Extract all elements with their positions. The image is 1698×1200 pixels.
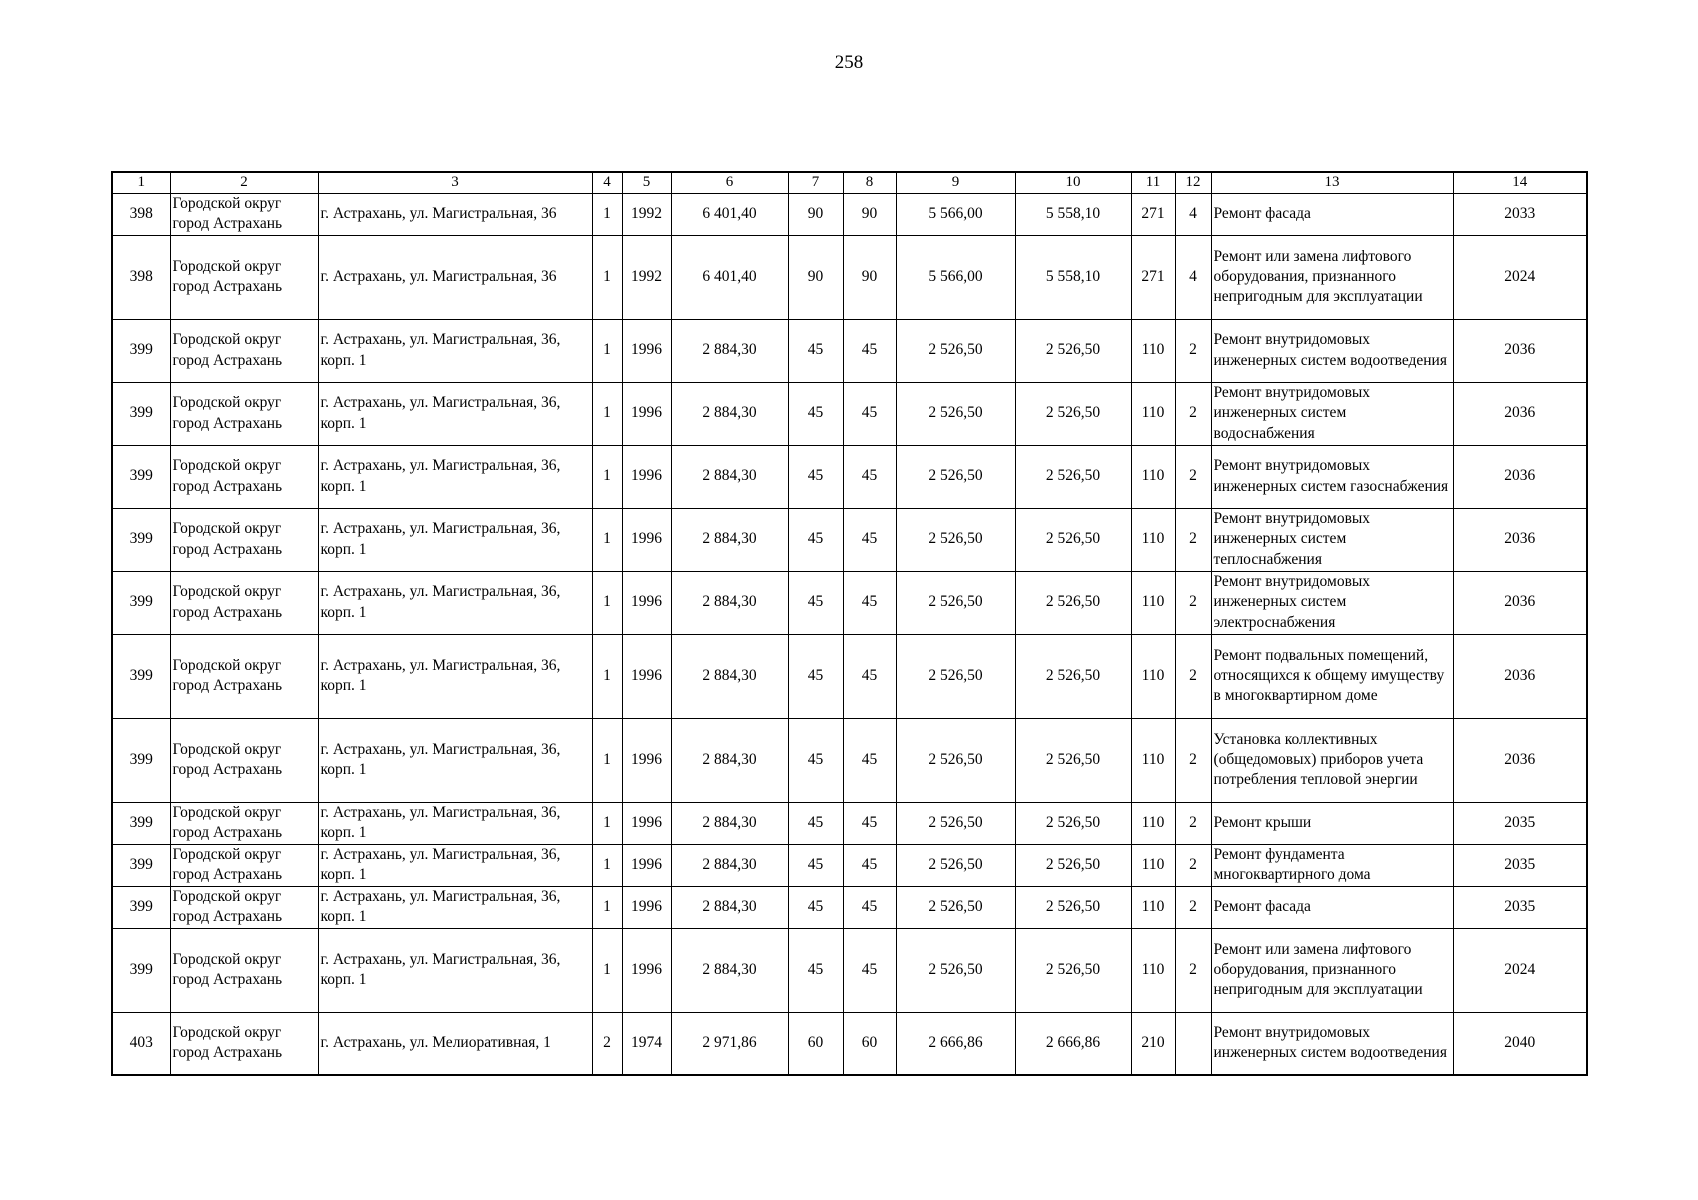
cell-col-6: 2 884,30 (671, 445, 788, 508)
cell-municipality: Городской округ город Астрахань (170, 235, 318, 319)
cell-col-6: 2 884,30 (671, 718, 788, 802)
cell-col-12 (1175, 1012, 1211, 1075)
cell-col-10: 2 526,50 (1015, 508, 1131, 571)
column-header: 1 (112, 172, 170, 193)
cell-col-10: 2 526,50 (1015, 445, 1131, 508)
cell-year: 1996 (622, 382, 671, 445)
cell-year: 1996 (622, 319, 671, 382)
cell-col-8: 60 (843, 1012, 896, 1075)
column-header: 13 (1211, 172, 1453, 193)
cell-col-9: 2 526,50 (896, 802, 1015, 844)
cell-col-6: 6 401,40 (671, 193, 788, 235)
cell-row-number: 399 (112, 445, 170, 508)
cell-col-4: 1 (592, 718, 622, 802)
cell-planned-year: 2036 (1453, 634, 1587, 718)
cell-planned-year: 2024 (1453, 928, 1587, 1012)
cell-col-8: 45 (843, 382, 896, 445)
cell-address: г. Астрахань, ул. Магистральная, 36, корп. 1 (318, 634, 592, 718)
cell-col-6: 2 884,30 (671, 928, 788, 1012)
cell-col-11: 110 (1131, 634, 1175, 718)
cell-planned-year: 2040 (1453, 1012, 1587, 1075)
cell-row-number: 399 (112, 718, 170, 802)
cell-col-9: 2 526,50 (896, 508, 1015, 571)
cell-col-12: 2 (1175, 508, 1211, 571)
cell-work-type: Ремонт подвальных помещений, относящихся к общему имуществу в многоквартирном доме (1211, 634, 1453, 718)
cell-planned-year: 2036 (1453, 319, 1587, 382)
cell-row-number: 399 (112, 928, 170, 1012)
cell-planned-year: 2036 (1453, 718, 1587, 802)
cell-col-8: 45 (843, 928, 896, 1012)
cell-col-9: 2 526,50 (896, 571, 1015, 634)
cell-col-9: 5 566,00 (896, 193, 1015, 235)
cell-col-11: 110 (1131, 571, 1175, 634)
cell-col-10: 2 526,50 (1015, 928, 1131, 1012)
cell-row-number: 399 (112, 319, 170, 382)
cell-row-number: 399 (112, 571, 170, 634)
column-header: 10 (1015, 172, 1131, 193)
cell-col-11: 110 (1131, 319, 1175, 382)
capital-repair-table (111, 171, 1588, 1076)
page-number: 258 (834, 52, 864, 73)
table-row (112, 508, 1587, 571)
cell-planned-year: 2035 (1453, 886, 1587, 928)
cell-col-8: 45 (843, 886, 896, 928)
cell-work-type: Ремонт фасада (1211, 193, 1453, 235)
cell-year: 1996 (622, 508, 671, 571)
cell-col-8: 45 (843, 718, 896, 802)
cell-address: г. Астрахань, ул. Магистральная, 36, корп. 1 (318, 571, 592, 634)
cell-work-type: Ремонт фундамента многоквартирного дома (1211, 844, 1453, 886)
cell-col-6: 2 884,30 (671, 571, 788, 634)
cell-municipality: Городской округ город Астрахань (170, 445, 318, 508)
cell-col-10: 2 526,50 (1015, 802, 1131, 844)
cell-col-11: 110 (1131, 844, 1175, 886)
cell-col-12: 2 (1175, 571, 1211, 634)
cell-col-7: 45 (788, 508, 843, 571)
cell-col-7: 45 (788, 319, 843, 382)
column-header: 5 (622, 172, 671, 193)
cell-year: 1974 (622, 1012, 671, 1075)
cell-col-11: 210 (1131, 1012, 1175, 1075)
cell-col-11: 110 (1131, 508, 1175, 571)
cell-col-6: 2 884,30 (671, 319, 788, 382)
cell-municipality: Городской округ город Астрахань (170, 193, 318, 235)
cell-municipality: Городской округ город Астрахань (170, 1012, 318, 1075)
cell-planned-year: 2035 (1453, 802, 1587, 844)
cell-col-4: 1 (592, 844, 622, 886)
cell-year: 1996 (622, 928, 671, 1012)
cell-col-9: 2 526,50 (896, 844, 1015, 886)
column-header: 6 (671, 172, 788, 193)
cell-planned-year: 2036 (1453, 571, 1587, 634)
cell-col-8: 90 (843, 235, 896, 319)
cell-address: г. Астрахань, ул. Магистральная, 36, корп. 1 (318, 382, 592, 445)
cell-col-12: 4 (1175, 193, 1211, 235)
cell-planned-year: 2036 (1453, 382, 1587, 445)
cell-work-type: Ремонт внутридомовых инженерных систем газоснабжения (1211, 445, 1453, 508)
cell-municipality: Городской округ город Астрахань (170, 718, 318, 802)
cell-col-11: 110 (1131, 802, 1175, 844)
cell-col-7: 45 (788, 928, 843, 1012)
cell-work-type: Установка коллективных (общедомовых) приборов учета потребления тепловой энергии (1211, 718, 1453, 802)
cell-col-7: 90 (788, 193, 843, 235)
cell-row-number: 398 (112, 235, 170, 319)
cell-work-type: Ремонт или замена лифтового оборудования, признанного непригодным для эксплуатации (1211, 235, 1453, 319)
cell-col-4: 1 (592, 193, 622, 235)
cell-address: г. Астрахань, ул. Магистральная, 36, корп. 1 (318, 844, 592, 886)
cell-work-type: Ремонт или замена лифтового оборудования, признанного непригодным для эксплуатации (1211, 928, 1453, 1012)
cell-col-10: 2 526,50 (1015, 886, 1131, 928)
table-row (112, 193, 1587, 235)
cell-municipality: Городской округ город Астрахань (170, 319, 318, 382)
cell-col-9: 5 566,00 (896, 235, 1015, 319)
cell-address: г. Астрахань, ул. Магистральная, 36 (318, 235, 592, 319)
cell-col-8: 90 (843, 193, 896, 235)
cell-year: 1992 (622, 235, 671, 319)
cell-municipality: Городской округ город Астрахань (170, 571, 318, 634)
cell-row-number: 398 (112, 193, 170, 235)
cell-col-6: 2 971,86 (671, 1012, 788, 1075)
cell-col-9: 2 666,86 (896, 1012, 1015, 1075)
cell-municipality: Городской округ город Астрахань (170, 382, 318, 445)
cell-year: 1992 (622, 193, 671, 235)
cell-year: 1996 (622, 718, 671, 802)
table-row (112, 1012, 1587, 1075)
cell-address: г. Астрахань, ул. Магистральная, 36, корп. 1 (318, 802, 592, 844)
cell-col-12: 2 (1175, 718, 1211, 802)
cell-col-11: 110 (1131, 445, 1175, 508)
table-row (112, 718, 1587, 802)
cell-row-number: 399 (112, 508, 170, 571)
cell-municipality: Городской округ город Астрахань (170, 928, 318, 1012)
cell-col-7: 45 (788, 571, 843, 634)
cell-col-6: 2 884,30 (671, 844, 788, 886)
cell-col-8: 45 (843, 445, 896, 508)
cell-col-6: 2 884,30 (671, 886, 788, 928)
column-header: 11 (1131, 172, 1175, 193)
cell-col-6: 6 401,40 (671, 235, 788, 319)
cell-col-8: 45 (843, 508, 896, 571)
cell-col-10: 5 558,10 (1015, 235, 1131, 319)
cell-col-6: 2 884,30 (671, 508, 788, 571)
cell-col-9: 2 526,50 (896, 445, 1015, 508)
table-row (112, 571, 1587, 634)
cell-col-7: 60 (788, 1012, 843, 1075)
cell-col-11: 110 (1131, 718, 1175, 802)
cell-col-11: 271 (1131, 235, 1175, 319)
table-row (112, 928, 1587, 1012)
cell-address: г. Астрахань, ул. Магистральная, 36, корп. 1 (318, 886, 592, 928)
cell-col-10: 2 526,50 (1015, 571, 1131, 634)
cell-col-8: 45 (843, 844, 896, 886)
cell-address: г. Астрахань, ул. Магистральная, 36, корп. 1 (318, 508, 592, 571)
table-row (112, 382, 1587, 445)
cell-address: г. Астрахань, ул. Магистральная, 36, корп. 1 (318, 319, 592, 382)
column-header: 14 (1453, 172, 1587, 193)
column-numbers-row (112, 172, 1587, 193)
table-body (112, 193, 1587, 1075)
column-header: 2 (170, 172, 318, 193)
table-row (112, 844, 1587, 886)
cell-col-7: 90 (788, 235, 843, 319)
cell-col-6: 2 884,30 (671, 802, 788, 844)
cell-col-4: 1 (592, 235, 622, 319)
cell-work-type: Ремонт внутридомовых инженерных систем водоснабжения (1211, 382, 1453, 445)
column-header: 12 (1175, 172, 1211, 193)
cell-col-9: 2 526,50 (896, 319, 1015, 382)
cell-col-4: 2 (592, 1012, 622, 1075)
cell-municipality: Городской округ город Астрахань (170, 802, 318, 844)
cell-col-4: 1 (592, 886, 622, 928)
cell-col-7: 45 (788, 844, 843, 886)
cell-col-4: 1 (592, 634, 622, 718)
cell-col-12: 4 (1175, 235, 1211, 319)
table-row (112, 886, 1587, 928)
cell-municipality: Городской округ город Астрахань (170, 844, 318, 886)
cell-year: 1996 (622, 571, 671, 634)
cell-col-7: 45 (788, 802, 843, 844)
cell-col-10: 2 526,50 (1015, 844, 1131, 886)
cell-municipality: Городской округ город Астрахань (170, 508, 318, 571)
cell-col-9: 2 526,50 (896, 718, 1015, 802)
cell-planned-year: 2035 (1453, 844, 1587, 886)
cell-row-number: 399 (112, 634, 170, 718)
cell-col-7: 45 (788, 634, 843, 718)
cell-year: 1996 (622, 886, 671, 928)
cell-year: 1996 (622, 844, 671, 886)
cell-col-7: 45 (788, 718, 843, 802)
cell-col-9: 2 526,50 (896, 886, 1015, 928)
cell-row-number: 399 (112, 802, 170, 844)
cell-col-4: 1 (592, 571, 622, 634)
cell-work-type: Ремонт внутридомовых инженерных систем водоотведения (1211, 1012, 1453, 1075)
column-header: 4 (592, 172, 622, 193)
cell-municipality: Городской округ город Астрахань (170, 634, 318, 718)
cell-col-4: 1 (592, 802, 622, 844)
cell-col-8: 45 (843, 634, 896, 718)
cell-col-11: 110 (1131, 886, 1175, 928)
cell-row-number: 399 (112, 886, 170, 928)
column-header: 7 (788, 172, 843, 193)
cell-col-10: 5 558,10 (1015, 193, 1131, 235)
cell-col-11: 271 (1131, 193, 1175, 235)
cell-col-12: 2 (1175, 886, 1211, 928)
cell-year: 1996 (622, 634, 671, 718)
cell-col-8: 45 (843, 319, 896, 382)
cell-address: г. Астрахань, ул. Магистральная, 36 (318, 193, 592, 235)
cell-col-12: 2 (1175, 382, 1211, 445)
cell-col-9: 2 526,50 (896, 634, 1015, 718)
cell-address: г. Астрахань, ул. Магистральная, 36, корп. 1 (318, 718, 592, 802)
cell-col-4: 1 (592, 319, 622, 382)
cell-col-4: 1 (592, 445, 622, 508)
cell-year: 1996 (622, 445, 671, 508)
cell-municipality: Городской округ город Астрахань (170, 886, 318, 928)
cell-col-12: 2 (1175, 319, 1211, 382)
cell-work-type: Ремонт фасада (1211, 886, 1453, 928)
cell-planned-year: 2036 (1453, 508, 1587, 571)
cell-planned-year: 2024 (1453, 235, 1587, 319)
cell-col-10: 2 666,86 (1015, 1012, 1131, 1075)
cell-work-type: Ремонт внутридомовых инженерных систем водоотведения (1211, 319, 1453, 382)
cell-work-type: Ремонт внутридомовых инженерных систем электроснабжения (1211, 571, 1453, 634)
cell-col-10: 2 526,50 (1015, 382, 1131, 445)
cell-col-7: 45 (788, 382, 843, 445)
cell-col-12: 2 (1175, 634, 1211, 718)
column-header: 3 (318, 172, 592, 193)
cell-address: г. Астрахань, ул. Мелиоративная, 1 (318, 1012, 592, 1075)
cell-col-10: 2 526,50 (1015, 634, 1131, 718)
cell-col-6: 2 884,30 (671, 382, 788, 445)
cell-col-4: 1 (592, 928, 622, 1012)
table-header (112, 172, 1587, 193)
cell-col-9: 2 526,50 (896, 928, 1015, 1012)
cell-col-12: 2 (1175, 802, 1211, 844)
table-row (112, 802, 1587, 844)
cell-col-8: 45 (843, 571, 896, 634)
cell-col-8: 45 (843, 802, 896, 844)
cell-work-type: Ремонт внутридомовых инженерных систем теплоснабжения (1211, 508, 1453, 571)
cell-year: 1996 (622, 802, 671, 844)
cell-col-12: 2 (1175, 445, 1211, 508)
cell-address: г. Астрахань, ул. Магистральная, 36, корп. 1 (318, 928, 592, 1012)
cell-col-11: 110 (1131, 382, 1175, 445)
table-row (112, 235, 1587, 319)
cell-col-4: 1 (592, 508, 622, 571)
column-header: 8 (843, 172, 896, 193)
table-row (112, 445, 1587, 508)
cell-work-type: Ремонт крыши (1211, 802, 1453, 844)
cell-col-11: 110 (1131, 928, 1175, 1012)
cell-col-12: 2 (1175, 844, 1211, 886)
cell-row-number: 403 (112, 1012, 170, 1075)
column-header: 9 (896, 172, 1015, 193)
table-row (112, 319, 1587, 382)
cell-col-7: 45 (788, 886, 843, 928)
cell-col-7: 45 (788, 445, 843, 508)
cell-col-12: 2 (1175, 928, 1211, 1012)
cell-planned-year: 2036 (1453, 445, 1587, 508)
cell-col-10: 2 526,50 (1015, 319, 1131, 382)
cell-row-number: 399 (112, 844, 170, 886)
cell-col-10: 2 526,50 (1015, 718, 1131, 802)
cell-col-9: 2 526,50 (896, 382, 1015, 445)
cell-row-number: 399 (112, 382, 170, 445)
cell-col-6: 2 884,30 (671, 634, 788, 718)
cell-address: г. Астрахань, ул. Магистральная, 36, корп. 1 (318, 445, 592, 508)
table-row (112, 634, 1587, 718)
cell-planned-year: 2033 (1453, 193, 1587, 235)
cell-col-4: 1 (592, 382, 622, 445)
